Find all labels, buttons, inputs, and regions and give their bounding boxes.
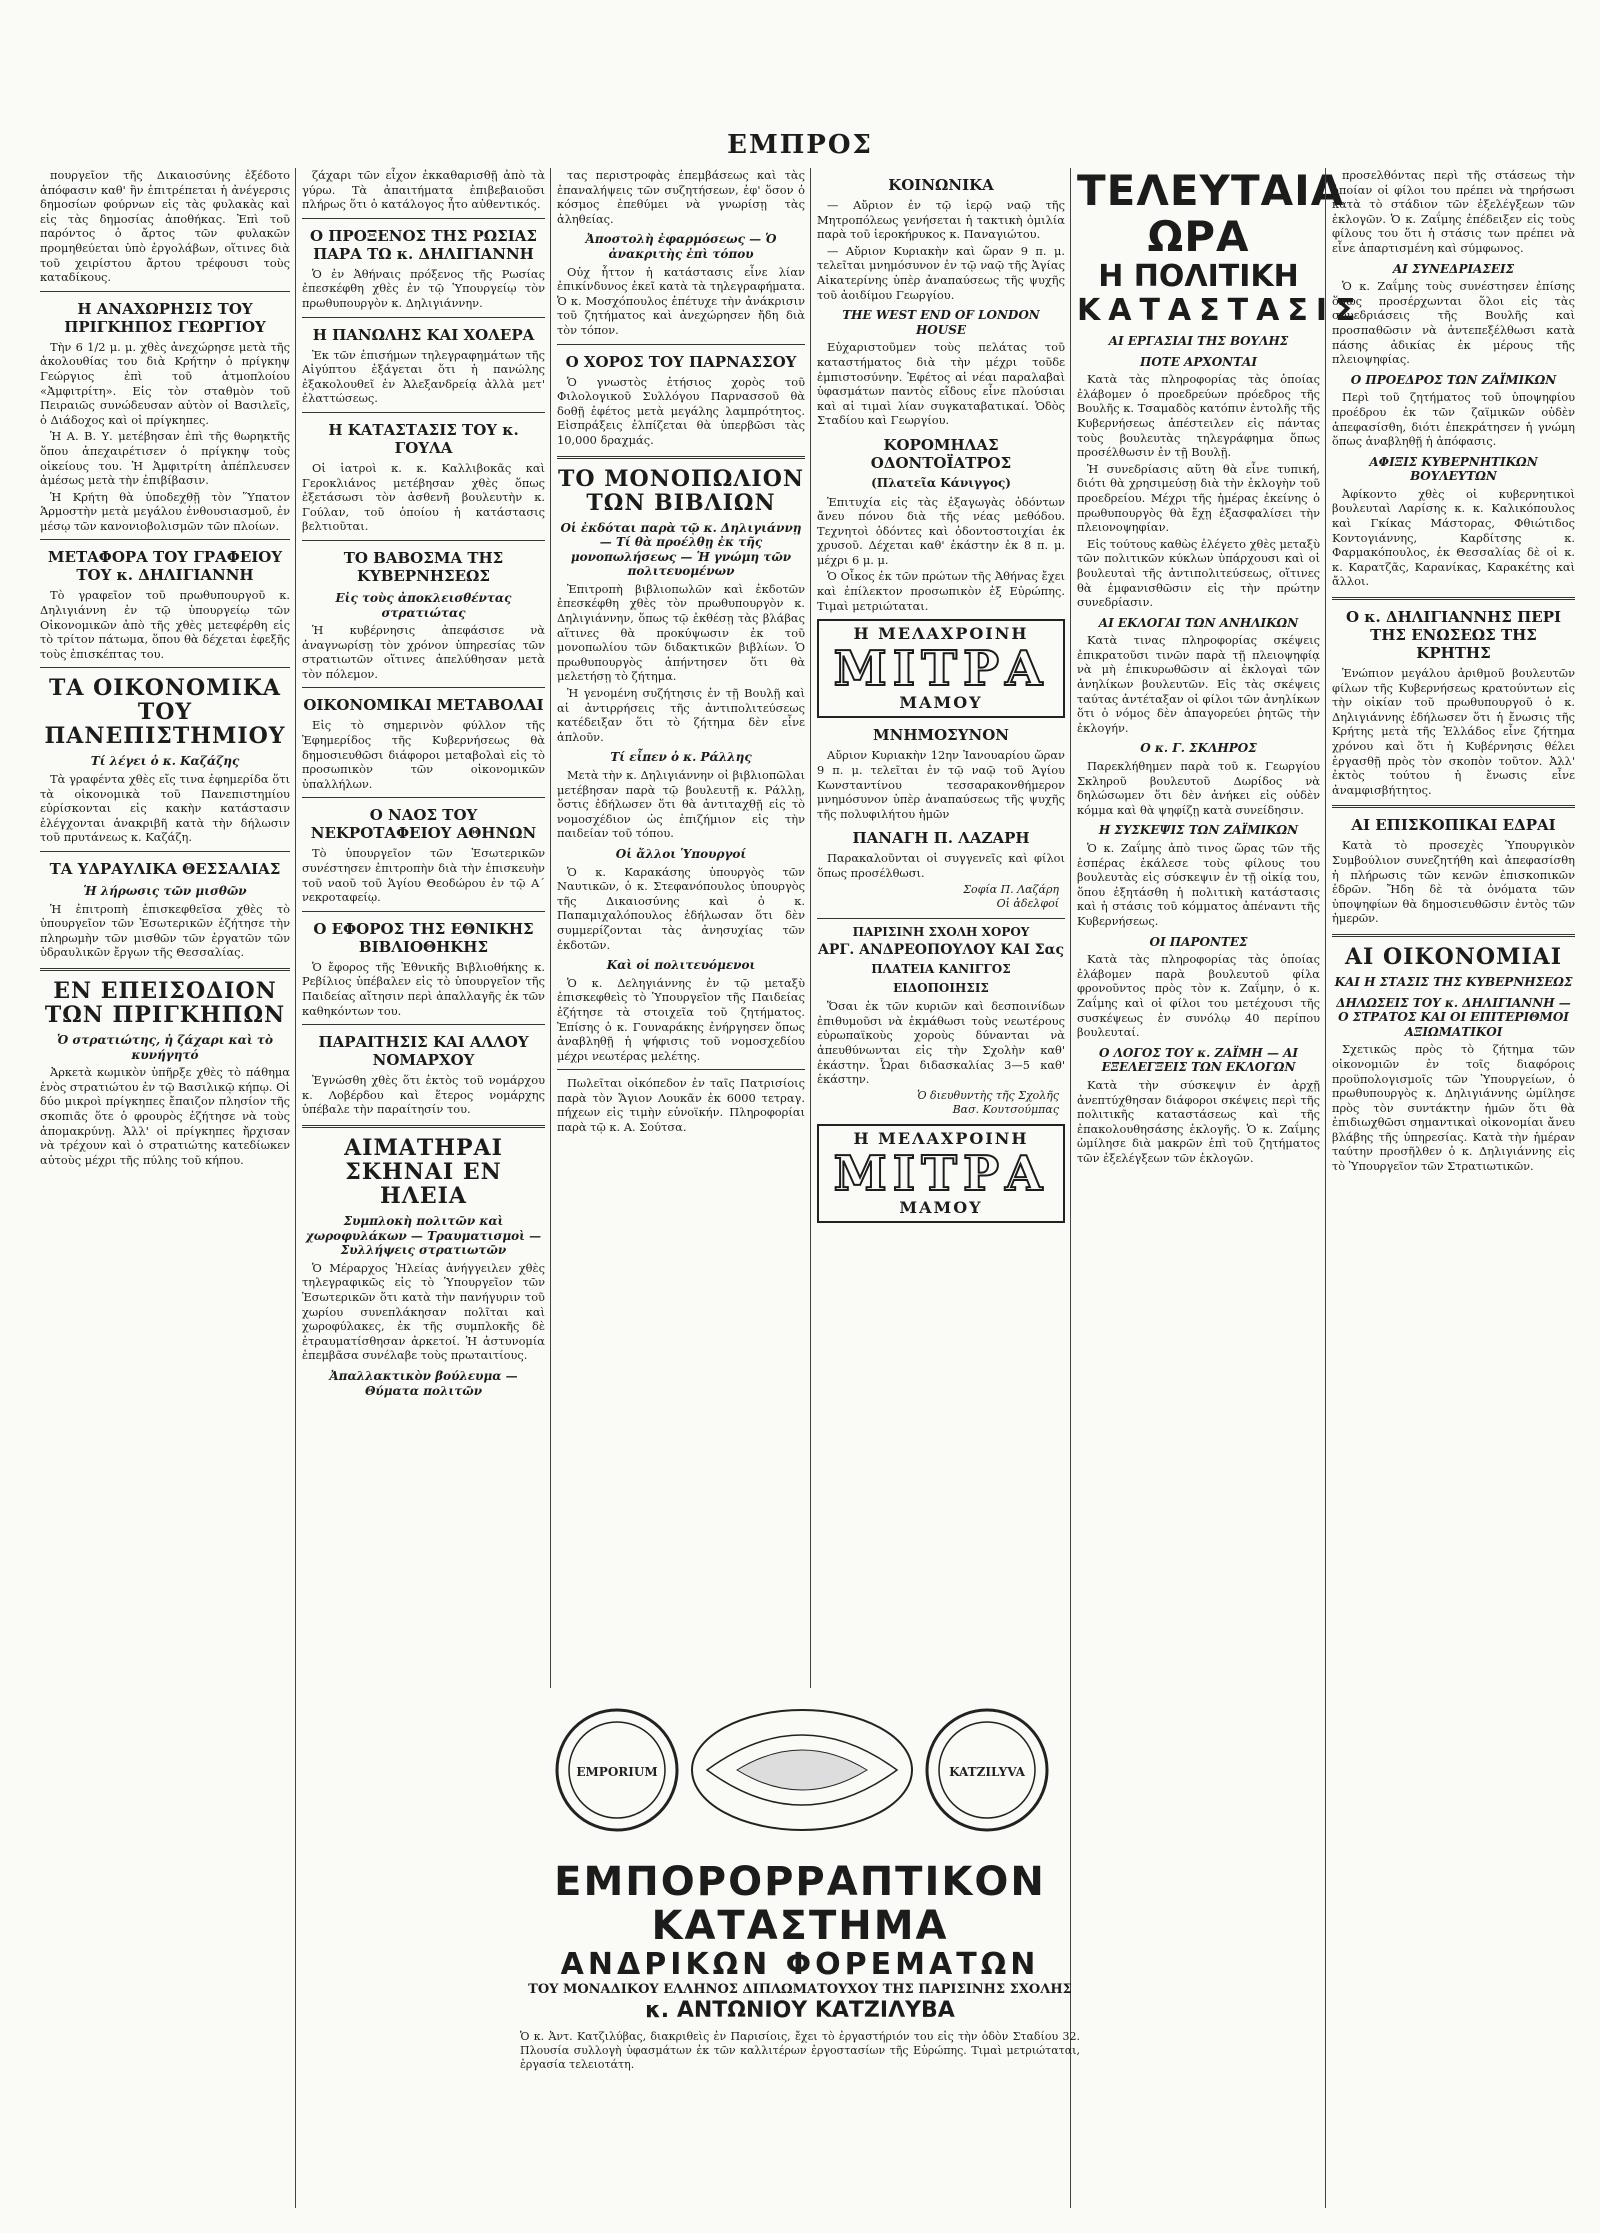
article-text: Κατὰ τὰς πληροφορίας τὰς ὁποίας ἐλάβομεν παρὰ βουλευτοῦ φίλα φρονοῦντος πρὸς τὸν κ. Ζαΐμην, ὁ κ. Ζαΐμης καὶ οἱ φίλοι του μετέχουσι τῆς συσκέψεως ἐν συνόλῳ 40 περίπου βουλευταί. [1077,952,1320,1040]
subheadline: Ἀπαλλακτικὸν βούλευμα — Θύματα πολιτῶν [329,1368,518,1398]
headline: Η ΑΝΑΧΩΡΗΣΙΣ ΤΟΥ ΠΡΙΓΚΗΠΟΣ ΓΕΩΡΓΙΟΥ [64,299,266,336]
headline: Ο ΝΑΟΣ ΤΟΥ ΝΕΚΡΟΤΑΦΕΙΟΥ ΑΘΗΝΩΝ [310,806,537,843]
ad-line: Η ΜΕΛΑΧΡΟΙΝΗ [853,1128,1029,1148]
article-text: Ὁ ἐν Ἀθήναις πρόξενος τῆς Ρωσίας ἐπεσκέφθη χθὲς ἐν τῷ Ὑπουργείῳ τὸν πρωθυπουργὸν κ. Δηλιγιάννην. [302,266,545,310]
column-4 [810,168,1065,1688]
column-1 [40,168,290,2208]
ad-subheadline: (Πλατεῖα Κάνιγγος) [871,475,1011,490]
divider [302,540,545,541]
article-text: Ἀρκετὰ κωμικὸν ὑπῆρξε χθὲς τὸ πάθημα ἑνὸς στρατιώτου ἐν τῷ Βασιλικῷ κήπῳ. Οἱ δύο μικροὶ πρίγκηπες ἔπαιζον πλησίον τῆς σκοπιᾶς ὅτε ὁ φρουρὸς ἐζήτησε νὰ τοὺς ἀπομακρύνῃ. Ἀλλ' οἱ πρίγκηπες ἤρχισαν νὰ τρέχουν καὶ ὁ στρατιώτης κατεδίωκεν αὐτοὺς μέχρι τῆς πύλης τοῦ κήπου. [40,1065,290,1167]
article-text: Ὁ κ. Καρακάσης ὑπουργὸς τῶν Ναυτικῶν, ὁ κ. Στεφανόπουλος ὑπουργὸς τῆς Δικαιοσύνης καὶ ὁ κ. Παπαμιχαλόπουλος ἐδήλωσαν ὅτι δὲν συμμερίζονται τὰς ἀνησυχίας τῶν ἐκδοτῶν. [557,864,805,952]
subheadline: Ο ΠΡΟΕΔΡΟΣ ΤΩΝ ΖΑΪΜΙΚΩΝ [1350,372,1557,387]
article-text: Εἰς τούτους καθὼς ἐλέγετο χθὲς μεταξὺ τῶν πολιτικῶν κύκλων ὑπάρχουσι καὶ οἱ βουλευταὶ τῆς ἀντιπολιτεύσεως, οἵτινες θὰ ἐμφανισθῶσιν εἰς τὴν πρώτην συνεδρίασιν. [1077,536,1320,610]
subheadline: Ἡ λήρωσις τῶν μισθῶν [83,884,247,898]
article-text: Ἡ συνεδρίασις αὕτη θὰ εἶνε τυπική, διότι θὰ χρησιμεύσῃ διὰ τὴν ἐκλογὴν τοῦ προεδρείου. Μέχρι τῆς ἡμέρας ἐκείνης ὁ πρωθυπουργὸς θὰ ἔχῃ ἐξασφαλίσει τὴν πλειονοψηφίαν. [1077,461,1320,535]
ad-line: Η ΜΕΛΑΧΡΟΙΝΗ [853,624,1029,644]
ad-subtitle: ΑΝΔΡΙΚΩΝ ΦΟΡΕΜΑΤΩΝ [560,1947,1040,1982]
divider [302,412,545,413]
subheadline: Ὁ στρατιώτης, ἡ ζάχαρι καὶ τὸ κυνήγητό [57,1032,273,1062]
divider [40,667,290,668]
divider [1332,934,1575,937]
article-text: ζάχαρι τῶν εἶχον ἐκκαθαρισθῇ ἀπὸ τὰ γύρω. Τὰ ἀπαιτήματα ἐπιβεβαιοῦσι πλήρως ὅτι ὁ κατάλογος ἦτο αὐθεντικός. [302,168,545,212]
headline: ΠΑΝΑΓΗ Π. ΛΑΖΑΡΗ [852,829,1030,848]
ad-line: ΤΟΥ ΜΟΝΑΔΙΚΟΥ ΕΛΛΗΝΟΣ ΔΙΠΛΩΜΑΤΟΥΧΟΥ ΤΗΣ ΠΑΡΙΣΙΝΗΣ ΣΧΟΛΗΣ [528,1982,1072,1997]
medallion-left-text: EMPORIUM [576,1765,658,1779]
ad-line: ΜΑΜΟΥ [899,692,983,712]
article-text: Ὁ ἔφορος τῆς Ἐθνικῆς Βιβλιοθήκης κ. Ρεβίλιος ὑπέβαλεν εἰς τὸ ὑπουργεῖον τῆς Παιδείας αἴτησιν περὶ ἀπαλλαγῆς ἐκ τῶν καθηκόντων του. [302,959,545,1018]
article-text: — Αὔριον ἐν τῷ ἱερῷ ναῷ τῆς Μητροπόλεως γενήσεται ἡ τακτικὴ ὁμιλία παρὰ τοῦ ἱεροκήρυκος κ. Παναγιώτου. [817,198,1065,242]
article-text: Ὁ κ. Ζαΐμης ἀπὸ τινος ὥρας τῶν τῆς ἑσπέρας ἐκάλεσε τοὺς φίλους του βουλευτὰς εἰς σύσκεψιν ἐν τῇ οἰκίᾳ του, ὅπου ἐξητάσθη ἡ πολιτικὴ κατάστασις καὶ ἡ στάσις τοῦ κόμματος ἀπέναντι τῆς Κυβερνήσεως. [1077,841,1320,928]
headline: Ο ΕΦΟΡΟΣ ΤΗΣ ΕΘΝΙΚΗΣ ΒΙΒΛΙΟΘΗΚΗΣ [313,919,534,956]
article-text: Οὐχ ἧττον ἡ κατάστασις εἶνε λίαν ἐπικίνδυνος ἐκεῖ κατὰ τὰ τηλεγραφήματα. Ὁ κ. Μοσχόπουλος ἐπέτυχε τὴν ἀνάκρισιν τοῦ ζητήματος καὶ ἀνεχώρησεν ἤδη διὰ τὸν τόπον. [557,264,805,337]
article-text: Ὁ Μέραρχος Ἠλείας ἀνήγγειλεν χθὲς τηλεγραφικῶς εἰς τὸ Ὑπουργεῖον τῶν Ἐσωτερικῶν ὅτι κατὰ τὴν πανήγυριν τοῦ χωρίου συνεπλάκησαν πολῖται καὶ χωροφύλακες, ἐκ τῆς συμπλοκῆς δὲ ἐτραυματίσθησαν ἀρκετοί. Ἡ ἀστυνομία ἐπεμβᾶσα συνέλαβε τοὺς πρωταιτίους. [302,1260,545,1363]
article-text: Ὁ Οἶκος ἐκ τῶν πρώτων τῆς Ἀθήνας ἔχει καὶ ἐπίλεκτον προσωπικὸν ἐξ Εὐρώπης. Τιμαὶ μετριώταται. [817,569,1065,613]
subheadline: ΚΑΙ Η ΣΤΑΣΙΣ ΤΗΣ ΚΥΒΕΡΝΗΣΕΩΣ [1334,974,1573,989]
subheadline: THE WEST END OF LONDON HOUSE [842,308,1040,337]
article-text: προσελθόντας περὶ τῆς στάσεως τὴν ὁποίαν οἱ φίλοι του πρέπει νὰ τηρήσωσι κατὰ τὸ στάδιον τῶν ἐξελέγξεων τῶν ἐκλογῶν. Ὁ κ. Ζαΐμης ἐπέδειξεν εἰς τοὺς φίλους του ὅτι ἡ στάσις των πρέπει νὰ εἶνε ἀπαρτισμένη καὶ σύμφωνος. [1332,168,1575,255]
signature: Οἱ ἀδελφοί [996,897,1059,911]
headline: ΟΙΚΟΝΟΜΙΚΑΙ ΜΕΤΑΒΟΛΑΙ [303,696,544,715]
subheadline: Η ΣΥΣΚΕΨΙΣ ΤΩΝ ΖΑΪΜΙΚΩΝ [1098,823,1299,838]
divider [40,539,290,540]
ad-text: Ὁ κ. Ἀντ. Κατζιλύβας, διακριθεὶς ἐν Παρισίοις, ἔχει τὸ ἐργαστήριόν του εἰς τὴν ὁδὸν Σταδίου 32. Πλουσία συλλογὴ ὑφασμάτων ἐκ τῶν καλλιτέρων ἐργοστασίων τῆς Εὐρώπης. Τιμαὶ μετριώταται, ἐργασία τελειοτάτη. [520,2030,1080,2071]
article-text: Ἐκ τῶν ἐπισήμων τηλεγραφημάτων τῆς Αἰγύπτου ἐξάγεται ὅτι ἡ πανώλης ἐξακολουθεῖ ἐν Ἀλεξανδρείᾳ ἀλλὰ μετ' ἐλαττώσεως. [302,347,545,406]
ad-line: ΜΙΤΡΑ [833,1145,1049,1202]
section-title: ΚΟΙΝΩΝΙΚΑ [888,176,994,194]
headline: ΜΝΗΜΟΣΥΝΟΝ [873,726,1009,745]
article-text: Ἀφίκοντο χθὲς οἱ κυβερνητικοὶ βουλευταὶ Λαρίσης κ. κ. Καλικόπουλος καὶ Γκίκας Μάστορας, Φθιώτιδος Κοντογιάννης, Καρδίτσης κ. Φαρμακόπουλος, ἐκ Θεσσαλίας δὲ οἱ κ. κ. Καρατζᾶς, Καρανίκας, Καρακέτης καὶ ἄλλοι. [1332,486,1575,589]
subheadline: ΑΙ ΣΥΝΕΔΡΙΑΣΕΙΣ [1392,261,1515,276]
divider [302,1125,545,1128]
article-text: Κατὰ τινας πληροφορίας σκέψεις ἐπικρατοῦσι τινῶν παρὰ τῇ πλειοψηφίᾳ νὰ μὴ ἐπικυρωθῶσιν αἱ ἐκλογαὶ τῶν ἀνηλίκων βουλευτῶν. Εἰς τὰς σκέψεις ταύτας ἀντέταξαν οἱ φίλοι τῶν ἀνηλίκων ὅτι ὁ νόμος δὲν ἀπαγορεύει ῥητῶς τὴν ἐκλογήν. [1077,633,1320,735]
article-text: Σχετικῶς πρὸς τὸ ζήτημα τῶν οἰκονομιῶν ἐν τοῖς διαφόροις προϋπολογισμοῖς τῶν Ὑπουργείων, ὁ πρωθυπουργὸς κ. Δηλιγιάννης ὡμίλησε πρὸς τὸν συντάκτην ἡμῶν ὅτι θὰ ἐπιδιωχθῶσι σημαντικαὶ οἰκονομίαι ἄνευ βλάβης τῆς ὑπηρεσίας. Κατὰ τὴν ἡμέραν ταύτην προσῆλθεν ὁ κ. Δηλιγιάννης εἰς τὸ Ὑπουργεῖον τῶν Στρατιωτικῶν. [1332,1042,1575,1174]
article-text: Τὴν 6 1/2 μ. μ. χθὲς ἀνεχώρησε μετὰ τῆς ἀκολουθίας του διὰ Κρήτην ὁ πρίγκηψ Γεώργιος ἐπὶ τοῦ ἀτμοπλοίου «Ἀμφιτρίτη». Εἰς τὸν σταθμὸν τοῦ Πειραιῶς συνώδευσαν αὐτὸν οἱ Βασιλεῖς, ὁ Διάδοχος καὶ οἱ πρίγκηπες. [40,339,290,427]
divider [302,317,545,318]
medallion-right-text: KATZILYVA [949,1765,1025,1779]
article-text: Παρεκλήθημεν παρὰ τοῦ κ. Γεωργίου Σκληροῦ βουλευτοῦ Δωρίδος νὰ δηλώσωμεν ὅτι δὲν ἀνήκει εἰς οὐδὲν κόμμα καὶ θὰ ψηφίζῃ κατὰ συνείδησιν. [1077,759,1320,817]
divider [302,1024,545,1025]
ad-line: ΠΑΡΙΣΙΝΗ ΣΧΟΛΗ ΧΟΡΟΥ [852,924,1030,939]
article-text: Ἡ κυβέρνησις ἀπεφάσισε νὰ ἀναγνωρίσῃ τὸν χρόνον ὑπηρεσίας τῶν στρατιωτῶν οἵτινες ἀπελύθησαν μετὰ τὸν πόλεμον. [302,623,545,681]
article-text: Μετὰ τὴν κ. Δηλιγιάννην οἱ βιβλιοπῶλαι μετέβησαν παρὰ τῷ βουλευτῇ κ. Ράλλῃ, ὅστις ἐδήλωσεν ὅτι θὰ ἀντιταχθῇ εἰς τὸ νομοσχέδιον ὡς ἐπιζήμιον εἰς τὴν παιδείαν τοῦ τόπου. [557,768,805,841]
divider [557,344,805,345]
headline: ΜΕΤΑΦΟΡΑ ΤΟΥ ΓΡΑΦΕΙΟΥ ΤΟΥ κ. ΔΗΛΙΓΙΑΝΝΗ [47,548,283,585]
headline: ΤΑ ΟΙΚΟΝΟΜΙΚΑ ΤΟΥ ΠΑΝΕΠΙΣΤΗΜΙΟΥ [44,675,286,750]
subheadline: ΑΙ ΕΚΛΟΓΑΙ ΤΩΝ ΑΝΗΛΙΚΩΝ [1098,615,1299,630]
subheadline: ΑΙ ΕΡΓΑΣΙΑΙ ΤΗΣ ΒΟΥΛΗΣ [1108,334,1289,348]
article-text: Παρακαλοῦνται οἱ συγγενεῖς καὶ φίλοι ὅπως προσέλθωσι. [817,851,1065,880]
headline: Ο ΠΡΟΞΕΝΟΣ ΤΗΣ ΡΩΣΙΑΣ ΠΑΡΑ ΤΩ κ. ΔΗΛΙΓΙΑΝΝΗ [309,226,538,263]
mitra-ad-2 [817,1124,1065,1223]
ad-headline: ΚΟΡΟΜΗΛΑΣ ΟΔΟΝΤΟΪΑΤΡΟΣ [870,435,1012,472]
ad-title: ΕΜΠΟΡΟΡΡΑΠΤΙΚΟΝ ΚΑΤΑΣΤΗΜΑ [554,1859,1046,1949]
headline: ΤΟ ΜΟΝΟΠΩΛΙΟΝ ΤΩΝ ΒΙΒΛΙΩΝ [558,465,804,516]
subheadline: ΔΗΛΩΣΕΙΣ ΤΟΥ κ. ΔΗΛΙΓΙΑΝΝΗ — Ο ΣΤΡΑΤΟΣ ΚΑΙ ΟΙ ΕΠΙΤΕΡΙΘΜΟΙ ΑΞΙΩΜΑΤΙΚΟΙ [1336,995,1571,1039]
article-text: Κατὰ τὰς πληροφορίας τὰς ὁποίας ἐλάβομεν ὁ προεδρεύων πρόεδρος τῆς Βουλῆς κ. Τσαμαδὸς κατόπιν ἐντολῆς τῆς Κυβερνήσεως ἀπέστειλεν εἰς πάντας τοὺς βουλευτὰς τηλεγράφημα ὅπως προσέλθωσιν ἐν τῇ Βουλῇ. [1077,372,1320,460]
subheadline: Οἱ ἄλλοι Ὑπουργοί [615,846,747,861]
ad-line: ΜΙΤΡΑ [833,640,1049,697]
subheadline: Ο ΛΟΓΟΣ ΤΟΥ κ. ΖΑΪΜΗ — ΑΙ ΕΞΕΛΕΓΞΕΙΣ ΤΩΝ ΕΚΛΟΓΩΝ [1098,1045,1299,1075]
tailor-advertisement [520,1860,1080,2072]
subheadline: Τί εἶπεν ὁ κ. Ράλλης [610,750,752,765]
subheadline: Τί λέγει ὁ κ. Καζάζης [90,754,240,769]
headline: Η ΠΟΛΙΤΙΚΗ [1098,259,1299,294]
subheadline: ΑΦΙΞΙΣ ΚΥΒΕΡΝΗΤΙΚΩΝ ΒΟΥΛΕΥΤΩΝ [1369,454,1538,484]
subheadline: ΠΟΤΕ ΑΡΧΟΝΤΑΙ [1140,354,1257,369]
headline: Ο κ. ΔΗΛΙΓΙΑΝΝΗΣ ΠΕΡΙ ΤΗΣ ΕΝΩΣΕΩΣ ΤΗΣ ΚΡΗΤΗΣ [1345,608,1562,663]
headline: Η ΚΑΤΑΣΤΑΣΙΣ ΤΟΥ κ. ΓΟΥΛΑ [328,420,519,457]
column-5 [1070,166,1364,2208]
article-text: Οἱ ἰατροὶ κ. κ. Καλλιβοκᾶς καὶ Γεροκλιάνος μετέβησαν χθὲς ὅπως ἐξετάσωσι τὸν ἀσθενῆ βουλευτὴν κ. Γούλαν, τοῦ ὁποίου ἡ κατάστασις βελτιοῦται. [302,460,545,534]
article-text: Ἡ Α. Β. Υ. μετέβησαν ἐπὶ τῆς θωρηκτῆς ὅπου ἀπεχαιρέτισεν ὁ πρίγκηψ τοὺς οἰκείους του. Ἡ Ἀμφιτρίτη ἀπέπλευσεν ἀμέσως μετὰ τὴν ἐπιβίβασιν. [40,429,290,488]
article-text: Τὸ γραφεῖον τοῦ πρωθυπουργοῦ κ. Δηλιγιάννη ἐν τῷ ὑπουργείῳ τῶν Οἰκονομικῶν ἀπὸ τῆς χθὲς μετεφέρθη εἰς τὸ τρίτον πάτωμα, ὅπου θὰ δέχεται ἐφεξῆς τοὺς ἐπισκέπτας του. [40,588,290,661]
subheadline: Εἰς τοὺς ἀποκλεισθέντας στρατιώτας [335,590,512,620]
ad-line: ΕΙΔΟΠΟΙΗΣΙΣ [893,980,989,995]
subheadline: Ο κ. Γ. ΣΚΛΗΡΟΣ [1140,741,1257,756]
headline-last-hour: ΤΕΛΕΥΤΑΙΑ ΩΡΑ [1077,166,1345,261]
headline: ΑΙ ΕΠΙΣΚΟΠΙΚΑΙ ΕΔΡΑΙ [1351,816,1556,835]
divider [1332,597,1575,600]
article-text: Ἡ Κρήτη θὰ ὑποδεχθῇ τὸν Ὕπατον Ἁρμοστὴν μετὰ μεγάλου ἐνθουσιασμοῦ, ἐν μέσῳ τῶν κανονιοβολισμῶν τῶν πλοίων. [40,489,290,533]
article-text: Ὁ κ. Ζαΐμης τοὺς συνέστησεν ἐπίσης ὅπως προσέρχωνται ὅλοι εἰς τὰς συνεδριάσεις τῆς Βουλῆς καὶ προσπαθῶσιν νὰ ἀντεπεξέλθωσι κατὰ πάσης ἀδικίας ἐκ μέρους τῆς πλειοψηφίας. [1332,279,1575,367]
subheadline: Ἀποστολὴ ἐφαρμόσεως — Ὁ ἀνακριτὴς ἐπὶ τόπου [585,232,777,261]
article-text: Κατὰ τὴν σύσκεψιν ἐν ἀρχῇ ἀνεπτύχθησαν διάφοροι σκέψεις περὶ τῆς πολιτικῆς καταστάσεως καὶ τῆς ἐπακολουθησάσης ἐκλογῆς. Ὁ κ. Ζαΐμης ὡμίλησε διὰ μακρῶν ἐπὶ τοῦ ζητήματος τῶν ἐξελέγξεων τῶν ἐκλογῶν. [1077,1077,1320,1165]
article-text: Ἡ ἐπιτροπὴ ἐπισκεφθεῖσα χθὲς τὸ ὑπουργεῖον τῶν Ἐσωτερικῶν ἐζήτησε τὴν πληρωμὴν τῶν μισθῶν τῶν ἐργατῶν τῶν ὑδραυλικῶν ἔργων τῆς Θεσσαλίας. [40,901,290,960]
article-text: Τὸ ὑπουργεῖον τῶν Ἐσωτερικῶν συνέστησεν ἐπιτροπὴν διὰ τὴν ἐπισκευὴν τοῦ ναοῦ τοῦ Ἁγίου Θεοδώρου ἐν τῷ Α΄ νεκροταφείῳ. [302,846,545,905]
divider [302,218,545,219]
mitra-ad-1 [817,619,1065,718]
divider [40,291,290,292]
column-6 [1325,168,1575,2208]
article-text: Ἡ γενομένη συζήτησις ἐν τῇ Βουλῇ καὶ αἱ ἀντιρρήσεις τῆς ἀντιπολιτεύσεως κατέδειξαν ὅτι τὸ ζήτημα δὲν εἶνε ἁπλοῦν. [557,686,805,744]
article-text: — Αὔριον Κυριακὴν καὶ ὥραν 9 π. μ. τελεῖται μνημόσυνον ἐν τῷ ναῷ τῆς Ἁγίας Αἰκατερίνης ὑπὲρ ἀναπαύσεως τῆς ψυχῆς τοῦ ἀοιδίμου Γεωργίου. [817,243,1065,302]
classified-notice: Πωλεῖται οἰκόπεδον ἐν ταῖς Πατρισίοις παρὰ τὸν Ἅγιον Λουκᾶν ἐκ 6000 τετραγ. πήχεων εἰς τιμὴν εὐνοϊκήν. Πληροφορίαι παρὰ τῷ κ. Α. Σούτσα. [557,1076,805,1135]
divider [1332,805,1575,808]
ad-line: ΠΛΑΤΕΙΑ ΚΑΝΙΓΓΟΣ [871,961,1011,976]
column-3 [550,168,805,1688]
article-text: Ὁ κ. Δεληγιάννης ἐν τῷ μεταξὺ ἐπισκεφθεὶς τὸ Ὑπουργεῖον τῆς Παιδείας ἐζήτησε τὰ στοιχεῖα τοῦ ζητήματος. Ἐπίσης ὁ κ. Γουναράκης ἐνήργησεν ὅπως ἀναβληθῇ ἡ ψήφισις τοῦ νομοσχεδίου μέχρι νεωτέρας μελέτης. [557,975,805,1063]
article-text: Ἐγνώσθη χθὲς ὅτι ἐκτὸς τοῦ νομάρχου κ. Λοβέρδου καὶ ἕτερος νομάρχης ὑπέβαλε τὴν παραίτησίν του. [302,1073,545,1117]
headline: ΑΙ ΟΙΚΟΝΟΜΙΑΙ [1344,943,1563,970]
headline: ΤΟ ΒΑΒΟΣΜΑ ΤΗΣ ΚΥΒΕΡΝΗΣΕΩΣ [343,548,504,585]
ad-line: ΑΡΓ. ΑΝΔΡΕΟΠΟΥΛΟΥ ΚΑΙ Σας [818,942,1064,959]
divider [817,918,1065,919]
article-text: Ὅσαι ἐκ τῶν κυριῶν καὶ δεσποινίδων ἐπιθυμοῦσι νὰ ἐκμάθωσι τοὺς νεωτέρους εὐρωπαϊκοὺς χοροὺς δύνανται νὰ ἀπευθύνωνται εἰς τὴν Σχολὴν καθ' ἑκάστην. Ὧραι διδασκαλίας 3—5 καθ' ἑκάστην. [817,999,1065,1087]
signature: Σοφία Π. Λαζάρη [963,882,1059,896]
subheadline: Καὶ οἱ πολιτευόμενοι [606,958,756,973]
masthead: ΕΜΠΡΟΣ [727,130,873,160]
article-text: Τὰ γραφέντα χθὲς εἴς τινα ἐφημερίδα ὅτι τὰ οἰκονομικὰ τοῦ Πανεπιστημίου εὑρίσκονται εἰς κακὴν κατάστασιν ἐλέγχονται ἀνακριβῆ κατὰ τὴν δήλωσιν τοῦ πρυτάνεως κ. Καζάζη. [40,772,290,845]
article-text: Ἐπιτυχία εἰς τὰς ἐξαγωγὰς ὀδόντων ἄνευ πόνου διὰ τῆς νέας μεθόδου. Τεχνητοὶ ὀδόντες καὶ ὀδοντοστοιχίαι ἐκ χρυσοῦ. Δέχεται καθ' ἑκάστην ἐκ 8 π. μ. μέχρι 6 μ. μ. [817,494,1065,567]
divider [557,1069,805,1070]
headline: ΚΑΤΑΣΤΑΣΙΣ [1077,293,1364,328]
headline: ΠΑΡΑΙΤΗΣΙΣ ΚΑΙ ΑΛΛΟΥ ΝΟΜΑΡΧΟΥ [318,1033,529,1070]
article-text: Περὶ τοῦ ζητήματος τοῦ ὑποψηφίου προέδρου ἐκ τῶν ζαϊμικῶν οὐδὲν ἀπεφασίσθη, διότι ἐπεκράτησεν ἡ γνώμη ὅπως ἀναβληθῇ ἡ ἀπόφασις. [1332,390,1575,449]
subheadline: Οἱ ἐκδόται παρὰ τῷ κ. Δηλιγιάννῃ — Τί θὰ προέλθῃ ἐκ τῆς μονοπωλήσεως — Ἡ γνώμη τῶν πολιτευομένων [560,520,802,579]
article-text: Κατὰ τὸ προσεχὲς Ὑπουργικὸν Συμβούλιον συνεζητήθη καὶ ἀπεφασίσθη ἡ πλήρωσις τῶν κενῶν ἐπισκοπικῶν ἑδρῶν. Ἤδη δὲ τὰ ὀνόματα τῶν ὑποψηφίων θὰ δημοσιευθῶσιν ἐντὸς τῶν ἡμερῶν. [1332,838,1575,926]
headline: ΕΝ ΕΠΕΙΣΟΔΙΟΝ ΤΩΝ ΠΡΙΓΚΗΠΩΝ [44,977,286,1028]
headline: Η ΠΑΝΩΛΗΣ ΚΑΙ ΧΟΛΕΡΑ [312,325,535,344]
divider [302,911,545,912]
signature: Ὁ διευθυντὴς τῆς Σχολῆς [917,1088,1059,1102]
article-text: Εἰς τὸ σημερινὸν φύλλον τῆς Ἐφημερίδος τῆς Κυβερνήσεως θὰ δημοσιευθῶσι διάφοροι μεταβολαὶ εἰς τὸ προσωπικὸν τῶν οἰκονομικῶν ὑπαλλήλων. [302,718,545,791]
subheadline: Συμπλοκὴ πολιτῶν καὶ χωροφυλάκων — Τραυματισμοὶ — Συλλήψεις στρατιωτῶν [305,1213,542,1258]
divider [557,456,805,459]
headline: Ο ΧΟΡΟΣ ΤΟΥ ΠΑΡΝΑΣΣΟΥ [565,352,797,371]
column-2 [295,168,545,2208]
article-text: Ἐνώπιον μεγάλου ἀριθμοῦ βουλευτῶν φίλων τῆς Κυβερνήσεως κρατούντων εἰς τὴν οἰκίαν τοῦ πρωθυπουργοῦ ὁ κ. Δηλιγιάννης ἐδήλωσεν ὅτι ἡ ἔνωσις τῆς Κρήτης μετὰ τῆς Ἑλλάδος εἶνε ζήτημα χρόνου καὶ ὅτι ἡ Κυβέρνησις θέλει ἐργασθῇ πρὸς τὸν σκοπὸν τοῦτον. Ἀλλ' ἐκτὸς τούτου ἡ ἔνωσις εἶνε ἀναμφισβήτητος. [1332,666,1575,797]
divider [302,687,545,688]
article-text: πουργεῖον τῆς Δικαιοσύνης ἐξέδοτο ἀπόφασιν καθ' ἣν ἐπιτρέπεται ἡ ἀνέγερσις δημοσίων φούρνων εἰς τὰς φυλακὰς καὶ εἰς τὰς δημοσίας ἀποθήκας. Ἐπὶ τοῦ παρόντος ὁ ἄρτος τῶν φυλακῶν προμηθεύεται ὑπὸ ἐργολάβων, οἵτινες διὰ τοῦ χειρίστου ἄρτου τρέφουσι τοὺς καταδίκους. [40,168,290,285]
article-text: Αὔριον Κυριακὴν 12ην Ἰανουαρίου ὥραν 9 π. μ. τελεῖται ἐν τῷ ναῷ τοῦ Ἁγίου Κωνσταντίνου τεσσαρακονθήμερον μνημόσυνον ὑπὲρ ἀναπαύσεως τῆς ψυχῆς τῆς πολυφιλήτου ἡμῶν [817,748,1065,821]
headline: ΤΑ ΥΔΡΑΥΛΙΚΑ ΘΕΣΣΑΛΙΑΣ [49,860,281,878]
signature: Βασ. Κουτσούμπας [952,1103,1059,1117]
divider [40,851,290,852]
divider [302,797,545,798]
headline: ΑΙΜΑΤΗΡΑΙ ΣΚΗΝΑΙ ΕΝ ΗΛΕΙΑ [344,1134,503,1209]
article-text: Ὁ γνωστὸς ἐτήσιος χορὸς τοῦ Φιλολογικοῦ Συλλόγου Παρνασσοῦ θὰ δοθῇ ἐφέτος μετὰ μεγάλης λαμπρότητος. Εἰσπράξεις ἐλπίζεται θὰ ὑπερβῶσι τὰς 10,000 δραχμάς. [557,374,805,447]
tailor-emblem [537,1690,1067,1855]
subheadline: ΟΙ ΠΑΡΟΝΤΕΣ [1149,934,1248,949]
article-text: τας περιστροφὰς ἐπεμβάσεως καὶ τὰς ἐπαναλήψεις τῶν συζητήσεων, ἐφ' ὅσον ὁ κόσμος ἐπεθύμει νὰ γνωρίσῃ τὰς ἀληθείας. [557,168,805,226]
ad-owner: κ. ΑΝΤΩΝΙΟΥ ΚΑΤΖΙΛΥΒΑ [645,1998,955,2023]
divider [40,968,290,971]
article-text: Εὐχαριστοῦμεν τοὺς πελάτας τοῦ καταστήματος διὰ τὴν μέχρι τοῦδε ἐμπιστοσύνην. Ἐφέτος αἱ νέαι παραλαβαὶ ὑφασμάτων παντὸς εἴδους εἶνε πλούσιαι καὶ αἱ τιμαὶ λίαν συγκαταβατικαί. Ὁδὸς Σταδίου καὶ Γεωργίου. [817,340,1065,428]
article-text: Ἐπιτροπὴ βιβλιοπωλῶν καὶ ἐκδοτῶν ἐπεσκέφθη χθὲς τὸν πρωθυπουργὸν κ. Δηλιγιάννην, ὅπως τῷ ἐκθέσῃ τὰς βλάβας αἵτινες θὰ προκύψωσιν ἐκ τοῦ μονοπωλίου τῶν διδακτικῶν βιβλίων. Ὁ πρωθυπουργὸς ἀπήντησεν ὅτι θὰ μελετήσῃ τὸ ζήτημα. [557,581,805,684]
ad-line: ΜΑΜΟΥ [899,1197,983,1217]
